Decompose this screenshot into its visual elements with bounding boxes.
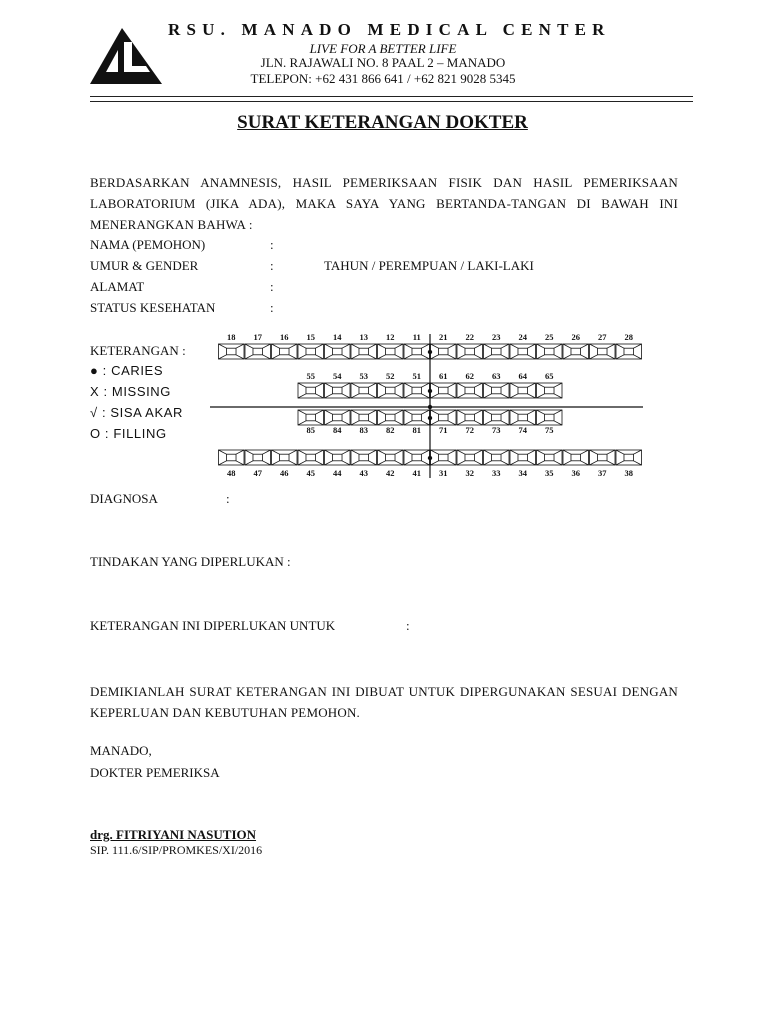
- keperluan-colon: :: [406, 618, 410, 633]
- tooth-38[interactable]: [616, 450, 642, 465]
- tooth-21[interactable]: [431, 344, 457, 359]
- hospital-logo: [88, 26, 164, 86]
- tooth-27[interactable]: [590, 344, 616, 359]
- hospital-tagline: LIVE FOR A BETTER LIFE: [309, 41, 457, 56]
- tooth-52[interactable]: [378, 383, 404, 398]
- tooth-25[interactable]: [537, 344, 563, 359]
- dental-chart: [210, 328, 650, 484]
- tooth-15[interactable]: [298, 344, 324, 359]
- document-title: SURAT KETERANGAN DOKTER: [237, 112, 528, 133]
- nama-field[interactable]: [284, 236, 674, 254]
- tooth-number: 62: [465, 371, 474, 381]
- tooth-33[interactable]: [484, 450, 510, 465]
- tooth-number: 32: [465, 468, 474, 478]
- tooth-53[interactable]: [351, 383, 377, 398]
- umur-label: UMUR & GENDER: [90, 258, 199, 273]
- tooth-number: 42: [386, 468, 395, 478]
- status-label: STATUS KESEHATAN: [90, 300, 216, 315]
- tooth-number: 21: [439, 332, 448, 342]
- tooth-number: 48: [227, 468, 236, 478]
- tooth-number: 31: [439, 468, 448, 478]
- tooth-number: 23: [492, 332, 501, 342]
- tooth-34[interactable]: [510, 450, 536, 465]
- tooth-number: 73: [492, 425, 501, 435]
- tooth-85[interactable]: [298, 410, 324, 425]
- status-colon: :: [270, 300, 274, 315]
- tooth-number: 63: [492, 371, 501, 381]
- tooth-number: 74: [518, 425, 527, 435]
- tooth-number: 26: [571, 332, 580, 342]
- tooth-75[interactable]: [537, 410, 563, 425]
- tooth-number: 24: [518, 332, 527, 342]
- header-divider: [90, 101, 693, 102]
- tooth-24[interactable]: [510, 344, 536, 359]
- tooth-55[interactable]: [298, 383, 324, 398]
- tooth-number: 38: [624, 468, 633, 478]
- tooth-number: 45: [306, 468, 315, 478]
- tooth-42[interactable]: [378, 450, 404, 465]
- tooth-number: 75: [545, 425, 554, 435]
- tooth-number: 18: [227, 332, 236, 342]
- tooth-22[interactable]: [457, 344, 483, 359]
- tooth-number: 82: [386, 425, 395, 435]
- umur-gender-value[interactable]: TAHUN / PEREMPUAN / LAKI-LAKI: [324, 258, 534, 273]
- tooth-number: 34: [518, 468, 527, 478]
- tooth-number: 71: [439, 425, 448, 435]
- tooth-number: 44: [333, 468, 342, 478]
- place-text: MANADO,: [90, 743, 152, 758]
- nama-colon: :: [270, 237, 274, 252]
- umur-colon: :: [270, 258, 274, 273]
- header-divider: [90, 96, 693, 97]
- tooth-number: 35: [545, 468, 554, 478]
- tooth-74[interactable]: [510, 410, 536, 425]
- tooth-number: 54: [333, 371, 342, 381]
- tooth-18[interactable]: [219, 344, 245, 359]
- tooth-64[interactable]: [510, 383, 536, 398]
- alamat-colon: :: [270, 279, 274, 294]
- tooth-number: 28: [624, 332, 633, 342]
- tooth-48[interactable]: [219, 450, 245, 465]
- tooth-13[interactable]: [351, 344, 377, 359]
- tooth-number: 81: [412, 425, 421, 435]
- tooth-number: 51: [412, 371, 421, 381]
- keperluan-label: KETERANGAN INI DIPERLUKAN UNTUK: [90, 618, 336, 633]
- legend-filling: O : FILLING: [90, 426, 167, 441]
- tooth-28[interactable]: [616, 344, 642, 359]
- alamat-label: ALAMAT: [90, 279, 145, 294]
- tooth-17[interactable]: [245, 344, 271, 359]
- tooth-63[interactable]: [484, 383, 510, 398]
- intro-paragraph: BERDASARKAN ANAMNESIS, HASIL PEMERIKSAAN FISIK DAN HASIL PEMERIKSAAN LABORATORIUM (JIKA ADA), MAKA SAYA YANG BERTANDA-TANGAN DI BAWAH INI MENERANGKAN BAHWA :: [90, 175, 678, 232]
- tooth-83[interactable]: [351, 410, 377, 425]
- tooth-number: 55: [306, 371, 315, 381]
- tooth-31[interactable]: [431, 450, 457, 465]
- hospital-address: JLN. RAJAWALI NO. 8 PAAL 2 – MANADO: [260, 55, 506, 70]
- tooth-number: 53: [359, 371, 368, 381]
- tooth-number: 46: [280, 468, 289, 478]
- tooth-47[interactable]: [245, 450, 271, 465]
- tooth-number: 83: [359, 425, 368, 435]
- tooth-number: 33: [492, 468, 501, 478]
- tooth-number: 52: [386, 371, 395, 381]
- tooth-number: 85: [306, 425, 315, 435]
- tooth-number: 12: [386, 332, 395, 342]
- legend-title: KETERANGAN :: [90, 343, 186, 358]
- midline-dot: [428, 405, 432, 409]
- midline-dot: [428, 350, 432, 354]
- tooth-number: 13: [359, 332, 368, 342]
- tooth-number: 64: [518, 371, 527, 381]
- tooth-41[interactable]: [404, 450, 430, 465]
- diagnosa-field[interactable]: [240, 490, 670, 508]
- tooth-51[interactable]: [404, 383, 430, 398]
- tindakan-label: TINDAKAN YANG DIPERLUKAN :: [90, 554, 291, 569]
- tooth-number: 37: [598, 468, 607, 478]
- tooth-26[interactable]: [563, 344, 589, 359]
- tooth-44[interactable]: [325, 450, 351, 465]
- legend-sisa-akar: √ : SISA AKAR: [90, 405, 183, 420]
- diagnosa-label: DIAGNOSA: [90, 491, 158, 506]
- legend-missing: X : MISSING: [90, 384, 172, 399]
- midline-dot: [428, 389, 432, 393]
- tooth-32[interactable]: [457, 450, 483, 465]
- tooth-number: 43: [359, 468, 368, 478]
- doctor-sip: SIP. 111.6/SIP/PROMKES/XI/2016: [90, 843, 263, 857]
- tooth-61[interactable]: [431, 383, 457, 398]
- tooth-number: 47: [253, 468, 262, 478]
- tooth-11[interactable]: [404, 344, 430, 359]
- tooth-84[interactable]: [325, 410, 351, 425]
- tooth-72[interactable]: [457, 410, 483, 425]
- tooth-number: 72: [465, 425, 474, 435]
- tooth-12[interactable]: [378, 344, 404, 359]
- tooth-number: 61: [439, 371, 448, 381]
- tooth-45[interactable]: [298, 450, 324, 465]
- tooth-36[interactable]: [563, 450, 589, 465]
- tooth-number: 65: [545, 371, 554, 381]
- diagnosa-colon: :: [226, 491, 230, 506]
- doctor-name: drg. FITRIYANI NASUTION: [90, 827, 257, 842]
- tooth-number: 16: [280, 332, 289, 342]
- examiner-title: DOKTER PEMERIKSA: [90, 765, 220, 780]
- tooth-number: 22: [465, 332, 474, 342]
- hospital-name: RSU. MANADO MEDICAL CENTER: [168, 20, 611, 39]
- tooth-number: 14: [333, 332, 342, 342]
- status-field[interactable]: [284, 299, 674, 317]
- tooth-number: 27: [598, 332, 607, 342]
- tooth-number: 17: [253, 332, 262, 342]
- tooth-62[interactable]: [457, 383, 483, 398]
- tooth-73[interactable]: [484, 410, 510, 425]
- closing-paragraph: DEMIKIANLAH SURAT KETERANGAN INI DIBUAT UNTUK DIPERGUNAKAN SESUAI DENGAN KEPERLUAN DAN KEBUTUHAN PEMOHON.: [90, 684, 678, 720]
- tooth-37[interactable]: [590, 450, 616, 465]
- tooth-81[interactable]: [404, 410, 430, 425]
- legend-caries: ● : CARIES: [90, 363, 164, 378]
- tooth-23[interactable]: [484, 344, 510, 359]
- tooth-number: 41: [412, 468, 421, 478]
- tooth-number: 25: [545, 332, 554, 342]
- tooth-65[interactable]: [537, 383, 563, 398]
- tooth-35[interactable]: [537, 450, 563, 465]
- midline-dot: [428, 456, 432, 460]
- tooth-14[interactable]: [325, 344, 351, 359]
- tooth-46[interactable]: [272, 450, 298, 465]
- alamat-field[interactable]: [284, 278, 674, 296]
- tooth-82[interactable]: [378, 410, 404, 425]
- tooth-54[interactable]: [325, 383, 351, 398]
- nama-label: NAMA (PEMOHON): [90, 237, 206, 252]
- tooth-number: 15: [306, 332, 315, 342]
- tooth-number: 84: [333, 425, 342, 435]
- tooth-number: 11: [412, 332, 421, 342]
- tooth-71[interactable]: [431, 410, 457, 425]
- tindakan-field[interactable]: [330, 553, 670, 571]
- tooth-16[interactable]: [272, 344, 298, 359]
- tooth-number: 36: [571, 468, 580, 478]
- hospital-phone: TELEPON: +62 431 866 641 / +62 821 9028 5345: [250, 71, 516, 86]
- keperluan-field[interactable]: [420, 617, 670, 635]
- tooth-43[interactable]: [351, 450, 377, 465]
- midline-dot: [428, 416, 432, 420]
